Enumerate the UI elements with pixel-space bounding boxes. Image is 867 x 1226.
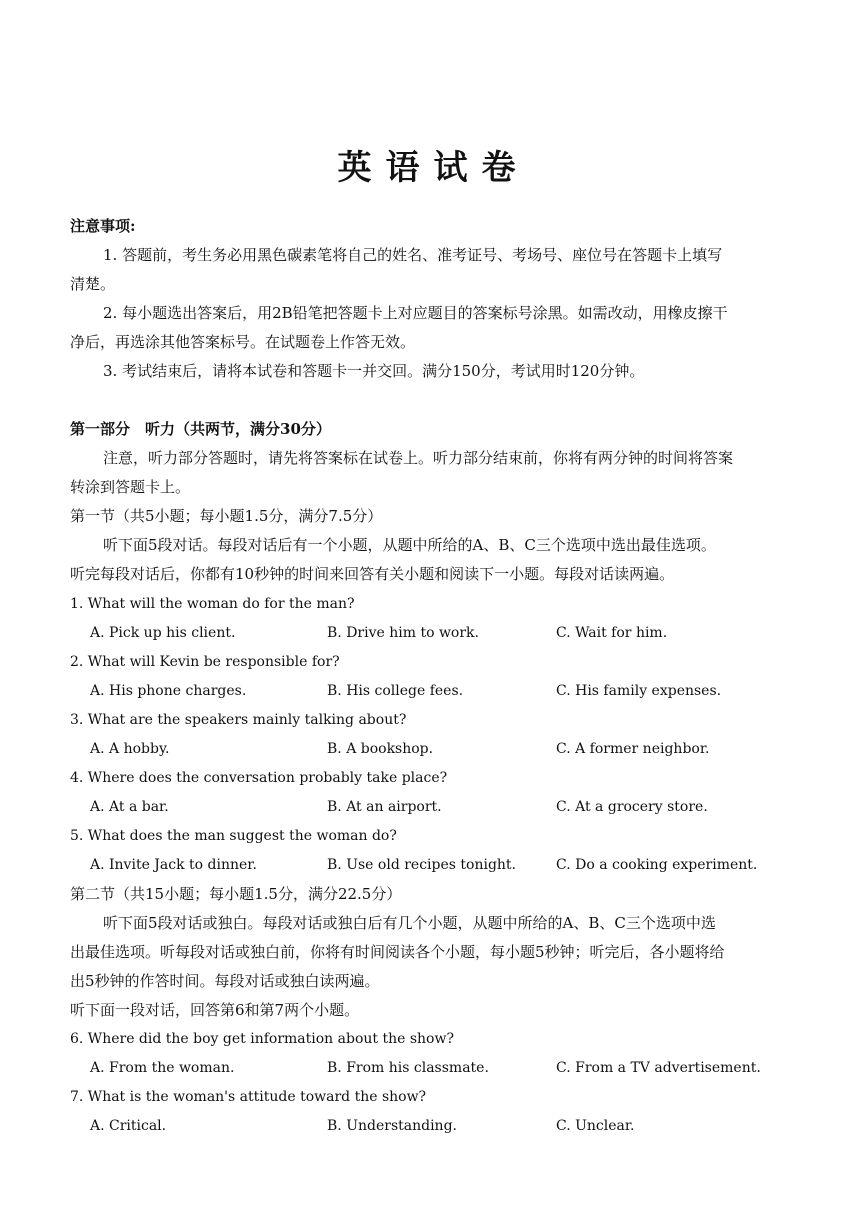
notice-item-1: 1. 答题前，考生务必用黑色碳素笔将自己的姓名、准考证号、考场号、座位号在答题卡上填写 [103,246,723,264]
part1-note: 注意，听力部分答题时，请先将答案标在试卷上。听力部分结束前，你将有两分钟的时间将答案 [103,449,734,467]
question-1-option-c: C. Wait for him. [556,625,668,641]
question-3-option-c: C. A former neighbor. [556,741,710,757]
question-5: 5. What does the man suggest the woman do? [70,828,397,844]
section2-instruction-cont-1: 出最佳选项。听每段对话或独白前，你将有时间阅读各个小题，每小题5秒钟；听完后，各小题将给 [70,943,725,961]
question-6-option-a: A. From the woman. [90,1060,235,1076]
question-6-option-c: C. From a TV advertisement. [556,1060,761,1076]
notice-item-2: 2. 每小题选出答案后，用2B铅笔把答题卡上对应题目的答案标号涂黑。如需改动，用橡皮擦干 [103,304,728,322]
question-3-option-b: B. A bookshop. [327,741,434,757]
question-2-option-a: A. His phone charges. [90,683,247,699]
question-2-option-b: B. His college fees. [327,683,464,699]
section2-heading: 第二节（共15小题；每小题1.5分，满分22.5分） [70,885,402,903]
notice-item-3: 3. 考试结束后，请将本试卷和答题卡一并交回。满分150分，考试用时120分钟。 [103,362,645,380]
question-7-option-b: B. Understanding. [327,1118,457,1134]
page-title: 英语试卷 [337,148,530,188]
part1-note-cont: 转涂到答题卡上。 [70,478,191,496]
question-6-option-b: B. From his classmate. [327,1060,489,1076]
question-7: 7. What is the woman's attitude toward the show? [70,1089,427,1105]
question-5-option-a: A. Invite Jack to dinner. [90,857,257,873]
question-4-option-c: C. At a grocery store. [556,799,708,815]
question-5-option-b: B. Use old recipes tonight. [327,857,517,873]
part1-heading: 第一部分 听力（共两节，满分30分） [70,420,331,438]
question-1-option-b: B. Drive him to work. [327,625,479,641]
notice-item-1-cont: 清楚。 [70,275,116,293]
question-5-option-c: C. Do a cooking experiment. [556,857,758,873]
section1-instruction-cont: 听完每段对话后，你都有10秒钟的时间来回答有关小题和阅读下一小题。每段对话读两遍。 [70,565,675,583]
section1-instruction: 听下面5段对话。每段对话后有一个小题，从题中所给的A、B、C三个选项中选出最佳选项。 [103,536,716,554]
question-1: 1. What will the woman do for the man? [70,596,355,612]
question-4-option-a: A. At a bar. [90,799,169,815]
section2-instruction-cont-2: 出5秒钟的作答时间。每段对话或独白读两遍。 [70,972,380,990]
question-2-option-c: C. His family expenses. [556,683,722,699]
question-7-option-a: A. Critical. [90,1118,167,1134]
notice-item-2-cont: 净后，再选涂其他答案标号。在试题卷上作答无效。 [70,333,416,351]
question-3-option-a: A. A hobby. [90,741,170,757]
question-1-option-a: A. Pick up his client. [90,625,236,641]
question-4: 4. Where does the conversation probably take place? [70,770,448,786]
section1-heading: 第一节（共5小题；每小题1.5分，满分7.5分） [70,507,383,525]
question-3: 3. What are the speakers mainly talking about? [70,712,407,728]
notice-heading: 注意事项: [70,217,136,235]
question-4-option-b: B. At an airport. [327,799,442,815]
question-2: 2. What will Kevin be responsible for? [70,654,340,670]
section2-sub-instruction: 听下面一段对话，回答第6和第7两个小题。 [70,1001,360,1019]
section2-instruction: 听下面5段对话或独白。每段对话或独白后有几个小题，从题中所给的A、B、C三个选项中选 [103,914,716,932]
question-7-option-c: C. Unclear. [556,1118,635,1134]
question-6: 6. Where did the boy get information about the show? [70,1031,454,1047]
